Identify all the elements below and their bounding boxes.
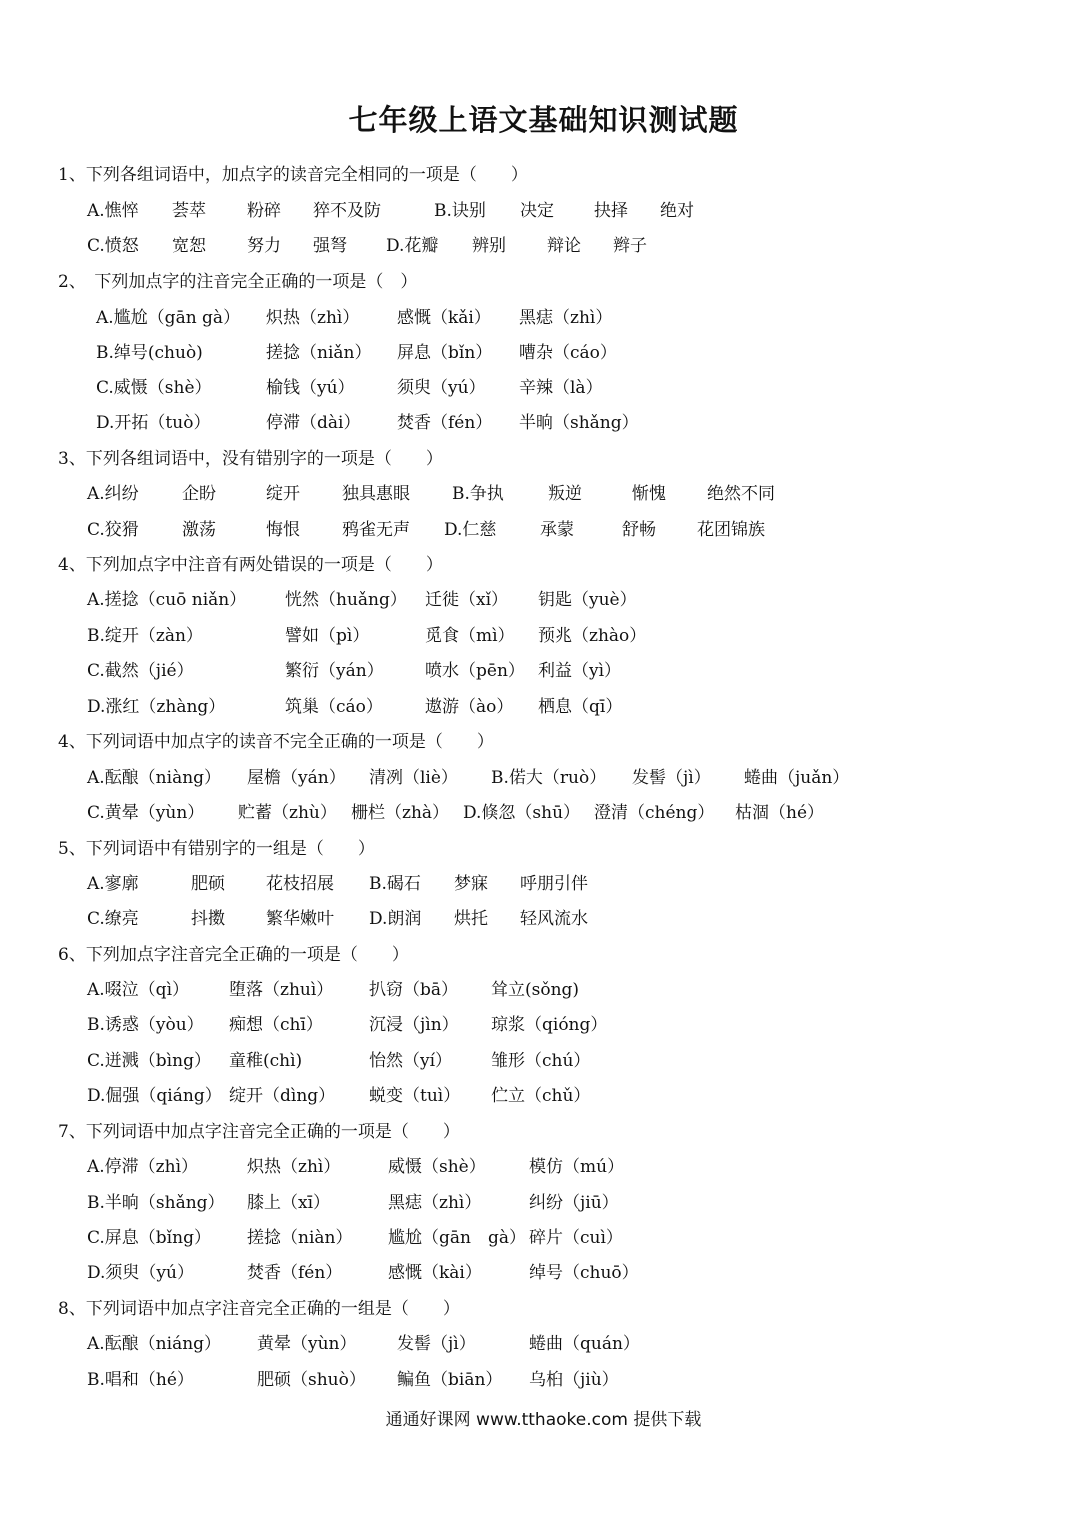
option-item: 花枝招展 [266,874,334,894]
option-item: 黄晕（yùn） [257,1334,357,1354]
option-item: 炽热（zhì） [266,308,360,328]
option-item: 停滞（dài） [266,413,361,433]
option-item: 抖擞 [191,909,225,929]
option-item: 绽开（dìng） [229,1086,336,1106]
option-item: D.倔强（qiáng） [87,1086,222,1106]
option-item: 焚香（fén） [397,413,493,433]
option-item: 繁华嫩叶 [266,909,334,929]
option-item: 遨游（ào） [425,697,514,717]
option-item: 膝上（xī） [247,1193,331,1213]
option-item: A.停滞（zhì） [87,1157,199,1177]
option-item: 感慨（kài） [388,1263,482,1283]
option-item: B.诱惑（yòu） [87,1015,204,1035]
option-item: 发髻（jì） [632,768,711,788]
option-item: 肥硕（shuò） [257,1370,366,1390]
option-item: 痴想（chī） [229,1015,323,1035]
option-item: A.纠纷 [87,484,139,504]
option-item: 承蒙 [540,520,574,540]
option-item: 决定 [520,201,554,221]
option-item: 繁衍（yán） [285,661,384,681]
option-item: B.偌大（ruò） [491,768,607,788]
option-item: 荟萃 [172,201,206,221]
question-stem: 5、下列词语中有错别字的一组是（ ） [58,839,375,859]
option-item: A.啜泣（qì） [87,980,189,1000]
option-item: 喷水（pēn） [425,661,525,681]
option-item: 耸立(sǒng) [491,980,580,1000]
option-item: 须臾（yú） [397,378,486,398]
option-item: 模仿（mú） [529,1157,625,1177]
option-item: 激荡 [182,520,216,540]
option-item: A.憔悴 [87,201,139,221]
option-item: C.威慑（shè） [96,378,212,398]
option-item: A.寥廓 [87,874,139,894]
option-item: 焚香（fén） [247,1263,343,1283]
option-item: 恍然（huǎng） [285,590,407,610]
option-item: 蜕变（tuì） [369,1086,461,1106]
option-item: 感慨（kǎi） [397,308,491,328]
option-item: 琼浆（qióng） [491,1015,608,1035]
page-title: 七年级上语文基础知识测试题 [348,103,739,137]
option-item: 屋檐（yán） [247,768,346,788]
option-item: 叛逆 [548,484,582,504]
option-item: 碎片（cuì） [529,1228,623,1248]
page-footer: 通通好课网 www.tthaoke.com 提供下载 [385,1410,702,1430]
option-item: 鸦雀无声 [342,520,410,540]
option-item: 蜷曲（quán） [529,1334,640,1354]
option-item: 绝对 [660,201,694,221]
option-item: 抉择 [594,201,628,221]
option-item: 宽恕 [172,236,206,256]
question-stem: 4、下列加点字中注音有两处错误的一项是（ ） [58,555,443,575]
option-item: 悔恨 [266,520,300,540]
option-item: 辛辣（là） [519,378,603,398]
option-item: 辨别 [472,236,506,256]
option-item: 迁徙（xǐ） [425,590,509,610]
option-item: 预兆（zhào） [538,626,647,646]
option-item: 绰号（chuō） [529,1263,639,1283]
question-stem: 6、下列加点字注音完全正确的一项是（ ） [58,945,409,965]
option-item: 辩论 [547,236,581,256]
option-item: A.搓捻（cuō niǎn） [87,590,247,610]
option-item: D.开拓（tuò） [96,413,211,433]
option-item: A.酝酿（niàng） [87,768,222,788]
option-item: 强弩 [313,236,347,256]
option-item: 搓捻（niàn） [247,1228,353,1248]
option-item: D.须臾（yú） [87,1263,194,1283]
option-item: 花团锦族 [697,520,765,540]
option-item: 利益（yì） [538,661,622,681]
option-item: 扒窃（bā） [369,980,459,1000]
option-item: C.缭亮 [87,909,139,929]
question-stem: 7、下列词语中加点字注音完全正确的一项是（ ） [58,1122,460,1142]
option-item: 舒畅 [622,520,656,540]
option-item: 烘托 [454,909,488,929]
option-item: C.黄晕（yùn） [87,803,205,823]
option-item: 猝不及防 [313,201,381,221]
option-item: 黑痣（zhì） [388,1193,482,1213]
option-item: 筑巢（cáo） [285,697,383,717]
option-item: 绽开 [266,484,300,504]
option-item: 雏形（chú） [491,1051,591,1071]
option-item: D.仁慈 [444,520,497,540]
option-item: 屏息（bǐn） [397,343,493,363]
option-item: 黑痣（zhì） [519,308,613,328]
option-item: 尴尬（gān gà） [388,1228,526,1248]
option-item: D.倏忽（shū） [463,803,581,823]
option-item: B.半晌（shǎng） [87,1193,225,1213]
option-item: 栅栏（zhà） [351,803,450,823]
option-item: 贮蓄（zhù） [238,803,337,823]
option-item: 榆钱（yú） [266,378,355,398]
option-item: 辫子 [613,236,647,256]
option-item: B.唱和（hé） [87,1370,194,1390]
option-item: 钥匙（yuè） [538,590,637,610]
option-item: 沉浸（jìn） [369,1015,459,1035]
option-item: 觅食（mì） [425,626,515,646]
option-item: 呼朋引伴 [520,874,588,894]
option-item: 半晌（shǎng） [519,413,639,433]
option-item: 嘈杂（cáo） [519,343,617,363]
option-item: D.涨红（zhàng） [87,697,226,717]
option-item: A.酝酿（niáng） [87,1334,222,1354]
option-item: D.朗润 [369,909,422,929]
option-item: 搓捻（niǎn） [266,343,372,363]
option-item: D.花瓣 [386,236,439,256]
option-item: 童稚(chì) [229,1051,303,1071]
option-item: C.迸溅（bìng） [87,1051,211,1071]
option-item: B.碣石 [369,874,421,894]
option-item: 譬如（pì） [285,626,370,646]
option-item: B.绰号(chuò) [96,343,203,363]
option-item: 伫立（chǔ） [491,1086,591,1106]
option-item: A.尴尬（gān gà） [96,308,241,328]
option-item: 蜷曲（juǎn） [744,768,850,788]
question-stem: 4、下列词语中加点字的读音不完全正确的一项是（ ） [58,732,494,752]
option-item: 绝然不同 [707,484,775,504]
option-item: 澄清（chéng） [594,803,715,823]
option-item: C.截然（jié） [87,661,194,681]
option-item: C.愤怒 [87,236,139,256]
option-item: 肥硕 [191,874,225,894]
option-item: 努力 [247,236,281,256]
question-stem: 3、下列各组词语中，没有错别字的一项是（ ） [58,449,443,469]
option-item: 威慑（shè） [388,1157,486,1177]
option-item: 惭愧 [632,484,666,504]
option-item: 轻风流水 [520,909,588,929]
option-item: C.狡猾 [87,520,139,540]
option-item: 粉碎 [247,201,281,221]
question-stem: 1、下列各组词语中，加点字的读音完全相同的一项是（ ） [58,165,528,185]
option-item: 怡然（yí） [369,1051,453,1071]
question-stem: 2、 下列加点字的注音完全正确的一项是（ ） [58,272,418,292]
option-item: B.争执 [452,484,504,504]
option-item: 独具惠眼 [342,484,410,504]
option-item: 梦寐 [454,874,488,894]
option-item: 鳊鱼（biān） [397,1370,503,1390]
option-item: C.屏息（bǐng） [87,1228,211,1248]
option-item: B.绽开（zàn） [87,626,203,646]
option-item: 堕落（zhuì） [229,980,334,1000]
option-item: B.诀别 [434,201,486,221]
option-item: 枯涸（hé） [735,803,825,823]
option-item: 乌桕（jiù） [529,1370,619,1390]
question-stem: 8、下列词语中加点字注音完全正确的一组是（ ） [58,1299,460,1319]
option-item: 清冽（liè） [369,768,458,788]
option-item: 炽热（zhì） [247,1157,341,1177]
option-item: 发髻（jì） [397,1334,476,1354]
option-item: 栖息（qī） [538,697,623,717]
option-item: 纠纷（jiū） [529,1193,619,1213]
option-item: 企盼 [182,484,216,504]
